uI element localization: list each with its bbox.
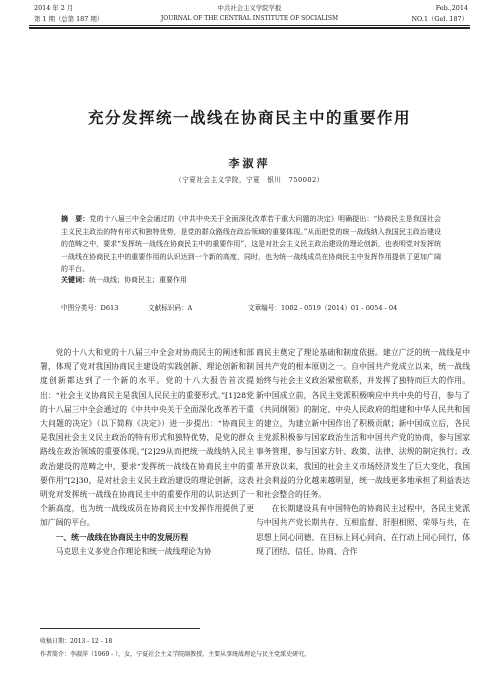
header-issue-en: NO.1（Gel. 187） [411, 15, 468, 23]
article-number: 文章编号：1002 - 0519（2014）01 - 0054 - 04 [248, 304, 398, 312]
header-issue: 第 1 期（总第 187 期） [34, 15, 104, 23]
keywords-label: 关键词： [61, 275, 89, 284]
body-left-column [40, 346, 254, 559]
clc-number: 中图分类号：D613 [61, 304, 119, 312]
header-journal-en: JOURNAL OF THE CENTRAL INSTITUTE OF SOCIALISM [160, 15, 339, 22]
footnote-rule [40, 628, 200, 629]
document-code: 文献标识码：A [148, 304, 193, 312]
article-title: 充分发挥统一战线在协商民主中的重要作用 [87, 109, 411, 127]
body-paragraph: 在长期建设具有中国特色的协商民主过程中，各民主党派与中国共产党长期共存、互相监督、肝胆相照、荣辱与共，在思想上同心同德、在目标上同心同向、在行动上同心同行，体现了团结、信任、协商、合作 [256, 504, 470, 556]
received-date: 收稿日期：2013 - 12 - 18 [40, 638, 113, 645]
body-paragraph: 马克思主义多党合作理论和统一战线理论为协 [55, 546, 212, 556]
abstract-text: 党的十八届三中全会通过的《中共中央关于全面深化改革若干重大问题的决定》明确提出：“协商民主是我国社会主义民主政治的特有形式和独特优势，是党的群众路线在政治领域的重要体现。”从而把党的统一战线纳入我国民主政治建设的范畴之中，要求“发挥统一战线在协商民主中的重要作用”，这是对社会主义民主政治建设的理论创新，也表明党对发挥统一战线在协商民主中的重要作用的认识达到一个新的高度，同时，也为统一战线成员在协商民主中发挥作用提供了更加广阔的平台。 [61, 215, 442, 273]
author-affiliation: （宁夏社会主义学院，宁夏 银川 750002） [175, 176, 324, 184]
body-right-column [256, 346, 470, 559]
header-date: 2014 年 2 月 [34, 4, 74, 12]
body-paragraph: 党的十八大和党的十八届三中全会对协商民主的阐述和部署，体现了党对我国协商民主建设的实践创新、理论创新和制度创新都达到了一个新的水平。党的十八大报告首次提出：“社会主义协商民主是我国人民民主的重要形式。”[1]28党的十八届三中全会通过的《中共中央关于全面深化改革若干重大问题的决定》（以下简称《决定》）进一步提出：“协商民主是我国社会主义民主政治的特有形式和独特优势，是党的群众路线在政治领域的重要体现。”[2]29从而把统一战线纳入民主政治建设的范畴之中，要求“发挥统一战线在协商民主中的重要作用”[2]30，是对社会主义民主政治建设的理论创新，这表明党对发挥统一战线在协商民主中的重要作用的认识达到了一个新高度，也为统一战线成员在协商民主中发挥作用提供了更加广阔的平台。 [40, 348, 254, 528]
header-rule-thin [29, 25, 470, 26]
header-rule-thick [29, 27, 470, 29]
keywords-text: 统一战线；协商民主；重要作用 [89, 276, 187, 284]
article-author: 李淑萍 [228, 157, 271, 170]
header-date-en: Feb.,2014 [435, 4, 468, 12]
keywords [61, 275, 187, 285]
section-heading: 一、统一战线在协商民主中的发展历程 [55, 532, 189, 542]
author-bio: 作者简介：李淑萍（1969 - ），女，宁夏社会主义学院副教授，主要从事统战理论与民主党派史研究。 [40, 651, 311, 658]
body-paragraph: 商民主奠定了理论基础和制度依据。建立广泛的统一战线是中国共产党的根本原则之一。自中国共产党成立以来，统一战线始终与社会主义政治紧密联系，并发挥了独特而巨大的作用。新中国成立前，各民主党派积极响应中共中央的号召，参与了《共同纲领》的制定、中央人民政府的组建和中华人民共和国的建立，为建立新中国作出了积极贡献；新中国成立后，各民主党派积极参与国家政治生活和中国共产党的协商，参与国家事务管理、参与国家方针、政策、法律、法规的制定执行；改革开放以来，我国的社会主义市场经济发生了巨大变化，我国社会利益的分化越来越明显，统一战线更多地承担了利益表达和社会整合的任务。 [256, 348, 470, 500]
header-journal-cn: 中共社会主义学院学报 [217, 4, 282, 12]
abstract [61, 213, 441, 276]
abstract-label: 摘 要： [61, 214, 90, 223]
